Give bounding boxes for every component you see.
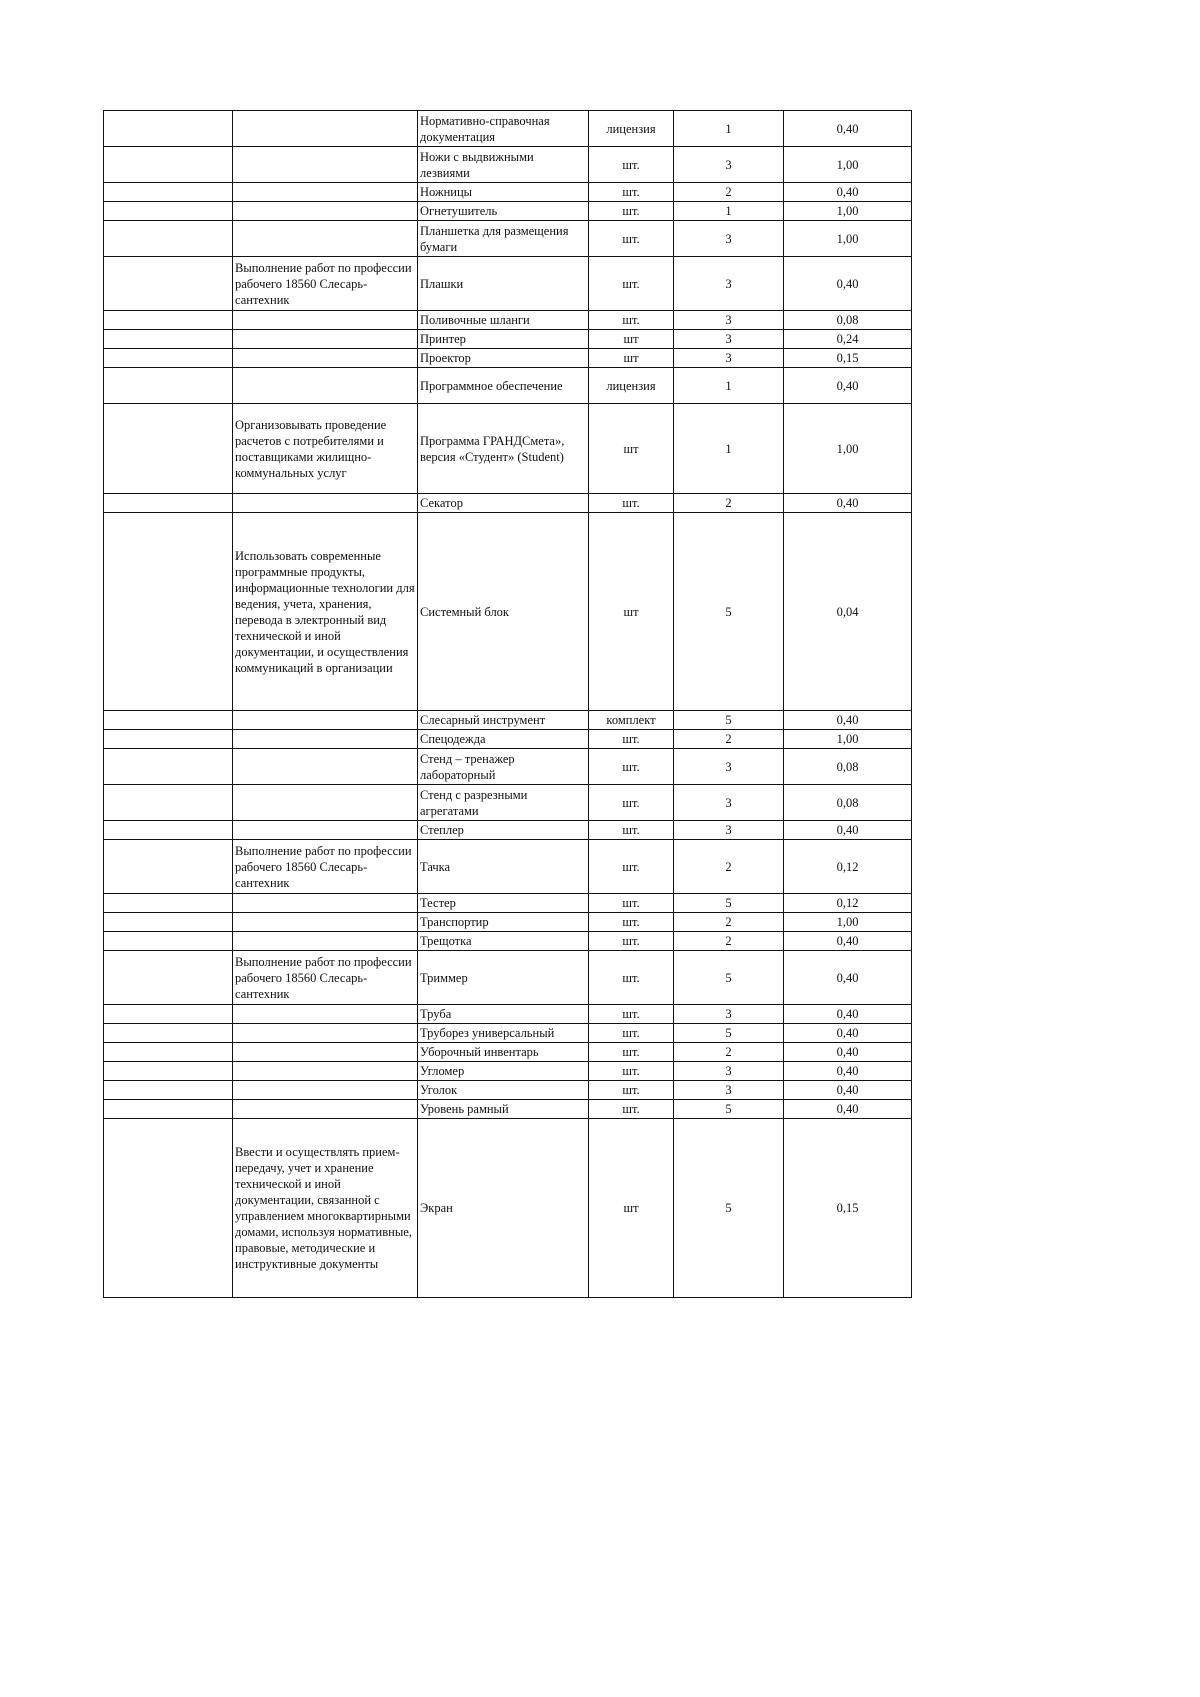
coefficient-cell: 0,24 — [784, 330, 912, 349]
quantity-cell: 5 — [674, 951, 784, 1005]
unit-cell: шт. — [589, 840, 674, 894]
row-number-cell — [104, 711, 233, 730]
row-number-cell — [104, 257, 233, 311]
quantity-cell: 2 — [674, 913, 784, 932]
item-name-cell: Нормативно-справочная документация — [418, 111, 589, 147]
competency-cell: Выполнение работ по профессии рабочего 18560 Слесарь-сантехник — [233, 257, 418, 311]
quantity-cell: 2 — [674, 730, 784, 749]
unit-cell: шт. — [589, 202, 674, 221]
table-row — [104, 894, 912, 913]
competency-cell — [233, 202, 418, 221]
quantity-cell: 5 — [674, 894, 784, 913]
table-row — [104, 330, 912, 349]
competency-cell — [233, 147, 418, 183]
coefficient-cell: 0,40 — [784, 1005, 912, 1024]
competency-cell — [233, 494, 418, 513]
competency-cell — [233, 349, 418, 368]
row-number-cell — [104, 894, 233, 913]
quantity-cell: 5 — [674, 1024, 784, 1043]
row-number-cell — [104, 404, 233, 494]
item-name-cell: Уголок — [418, 1081, 589, 1100]
row-number-cell — [104, 730, 233, 749]
item-name-cell: Программа ГРАНДСмета», версия «Студент» (Student) — [418, 404, 589, 494]
quantity-cell: 3 — [674, 147, 784, 183]
row-number-cell — [104, 202, 233, 221]
row-number-cell — [104, 1043, 233, 1062]
coefficient-cell: 1,00 — [784, 202, 912, 221]
coefficient-cell: 0,40 — [784, 821, 912, 840]
row-number-cell — [104, 821, 233, 840]
item-name-cell: Слесарный инструмент — [418, 711, 589, 730]
item-name-cell: Тачка — [418, 840, 589, 894]
competency-cell — [233, 330, 418, 349]
coefficient-cell: 0,40 — [784, 951, 912, 1005]
coefficient-cell: 0,04 — [784, 513, 912, 711]
row-number-cell — [104, 1119, 233, 1298]
unit-cell: лицензия — [589, 368, 674, 404]
row-number-cell — [104, 111, 233, 147]
quantity-cell: 3 — [674, 1081, 784, 1100]
coefficient-cell: 0,12 — [784, 894, 912, 913]
competency-cell — [233, 368, 418, 404]
coefficient-cell: 0,40 — [784, 257, 912, 311]
coefficient-cell: 0,40 — [784, 183, 912, 202]
item-name-cell: Тестер — [418, 894, 589, 913]
unit-cell: шт. — [589, 311, 674, 330]
coefficient-cell: 0,40 — [784, 111, 912, 147]
table-row — [104, 749, 912, 785]
table-row — [104, 951, 912, 1005]
table-row — [104, 202, 912, 221]
item-name-cell: Проектор — [418, 349, 589, 368]
competency-cell — [233, 311, 418, 330]
item-name-cell: Триммер — [418, 951, 589, 1005]
row-number-cell — [104, 1100, 233, 1119]
unit-cell: шт. — [589, 1100, 674, 1119]
item-name-cell: Уровень рамный — [418, 1100, 589, 1119]
item-name-cell: Поливочные шланги — [418, 311, 589, 330]
table-row — [104, 111, 912, 147]
item-name-cell: Плашки — [418, 257, 589, 311]
competency-cell — [233, 1024, 418, 1043]
row-number-cell — [104, 1024, 233, 1043]
coefficient-cell: 0,15 — [784, 1119, 912, 1298]
table-row — [104, 1081, 912, 1100]
row-number-cell — [104, 183, 233, 202]
row-number-cell — [104, 494, 233, 513]
table-row — [104, 730, 912, 749]
competency-cell — [233, 932, 418, 951]
coefficient-cell: 0,15 — [784, 349, 912, 368]
quantity-cell: 3 — [674, 821, 784, 840]
row-number-cell — [104, 330, 233, 349]
item-name-cell: Секатор — [418, 494, 589, 513]
quantity-cell: 1 — [674, 404, 784, 494]
coefficient-cell: 1,00 — [784, 404, 912, 494]
competency-cell — [233, 1062, 418, 1081]
item-name-cell: Уборочный инвентарь — [418, 1043, 589, 1062]
competency-cell: Выполнение работ по профессии рабочего 18560 Слесарь-сантехник — [233, 840, 418, 894]
unit-cell: шт. — [589, 932, 674, 951]
row-number-cell — [104, 513, 233, 711]
row-number-cell — [104, 785, 233, 821]
unit-cell: шт — [589, 349, 674, 368]
table-row — [104, 221, 912, 257]
item-name-cell: Спецодежда — [418, 730, 589, 749]
row-number-cell — [104, 932, 233, 951]
quantity-cell: 1 — [674, 111, 784, 147]
quantity-cell: 2 — [674, 840, 784, 894]
coefficient-cell: 0,12 — [784, 840, 912, 894]
competency-cell: Ввести и осуществлять прием-передачу, учет и хранение технической и иной документации, связанной с управлением многоквартирными домами, используя нормативные, правовые, методические и инструктивные документы — [233, 1119, 418, 1298]
equipment-table — [103, 110, 912, 1298]
table-row — [104, 404, 912, 494]
unit-cell: шт. — [589, 494, 674, 513]
quantity-cell: 1 — [674, 202, 784, 221]
table-row — [104, 785, 912, 821]
table-row — [104, 513, 912, 711]
unit-cell: шт — [589, 1119, 674, 1298]
unit-cell: шт. — [589, 221, 674, 257]
item-name-cell: Ножницы — [418, 183, 589, 202]
competency-cell — [233, 711, 418, 730]
quantity-cell: 2 — [674, 1043, 784, 1062]
item-name-cell: Стенд – тренажер лабораторный — [418, 749, 589, 785]
unit-cell: шт. — [589, 1081, 674, 1100]
row-number-cell — [104, 221, 233, 257]
coefficient-cell: 0,40 — [784, 1062, 912, 1081]
competency-cell — [233, 894, 418, 913]
competency-cell: Организовывать проведение расчетов с потребителями и поставщиками жилищно-коммунальных услуг — [233, 404, 418, 494]
table-row — [104, 1024, 912, 1043]
unit-cell: шт — [589, 404, 674, 494]
competency-cell — [233, 1081, 418, 1100]
coefficient-cell: 1,00 — [784, 730, 912, 749]
unit-cell: шт. — [589, 749, 674, 785]
item-name-cell: Планшетка для размещения бумаги — [418, 221, 589, 257]
coefficient-cell: 0,40 — [784, 932, 912, 951]
unit-cell: шт — [589, 513, 674, 711]
quantity-cell: 3 — [674, 311, 784, 330]
competency-cell — [233, 785, 418, 821]
row-number-cell — [104, 349, 233, 368]
row-number-cell — [104, 1062, 233, 1081]
quantity-cell: 5 — [674, 1119, 784, 1298]
competency-cell: Использовать современные программные продукты, информационные технологии для ведения, учета, хранения, перевода в электронный вид технической и иной документации, и осуществления коммуникаций в организации — [233, 513, 418, 711]
coefficient-cell: 0,40 — [784, 494, 912, 513]
coefficient-cell: 0,40 — [784, 1024, 912, 1043]
coefficient-cell: 1,00 — [784, 913, 912, 932]
quantity-cell: 2 — [674, 183, 784, 202]
item-name-cell: Экран — [418, 1119, 589, 1298]
unit-cell: шт. — [589, 1062, 674, 1081]
item-name-cell: Труборез универсальный — [418, 1024, 589, 1043]
coefficient-cell: 0,08 — [784, 311, 912, 330]
unit-cell: шт. — [589, 147, 674, 183]
table-row — [104, 913, 912, 932]
unit-cell: шт. — [589, 913, 674, 932]
unit-cell: шт. — [589, 785, 674, 821]
quantity-cell: 3 — [674, 1062, 784, 1081]
coefficient-cell: 0,40 — [784, 1043, 912, 1062]
quantity-cell: 3 — [674, 785, 784, 821]
item-name-cell: Степлер — [418, 821, 589, 840]
competency-cell — [233, 913, 418, 932]
coefficient-cell: 1,00 — [784, 147, 912, 183]
unit-cell: шт. — [589, 951, 674, 1005]
quantity-cell: 3 — [674, 749, 784, 785]
item-name-cell: Огнетушитель — [418, 202, 589, 221]
coefficient-cell: 0,40 — [784, 1100, 912, 1119]
item-name-cell: Принтер — [418, 330, 589, 349]
quantity-cell: 3 — [674, 1005, 784, 1024]
quantity-cell: 1 — [674, 368, 784, 404]
quantity-cell: 2 — [674, 494, 784, 513]
table-row — [104, 1005, 912, 1024]
item-name-cell: Труба — [418, 1005, 589, 1024]
competency-cell — [233, 111, 418, 147]
competency-cell — [233, 1043, 418, 1062]
item-name-cell: Транспортир — [418, 913, 589, 932]
table-row — [104, 821, 912, 840]
unit-cell: шт. — [589, 1005, 674, 1024]
row-number-cell — [104, 147, 233, 183]
row-number-cell — [104, 368, 233, 404]
row-number-cell — [104, 311, 233, 330]
unit-cell: шт. — [589, 183, 674, 202]
unit-cell: шт. — [589, 730, 674, 749]
unit-cell: шт. — [589, 257, 674, 311]
table-row — [104, 1100, 912, 1119]
item-name-cell: Программное обеспечение — [418, 368, 589, 404]
table-row — [104, 368, 912, 404]
coefficient-cell: 0,08 — [784, 749, 912, 785]
quantity-cell: 2 — [674, 932, 784, 951]
table-row — [104, 147, 912, 183]
equipment-table-body — [104, 111, 912, 1298]
row-number-cell — [104, 951, 233, 1005]
table-row — [104, 1119, 912, 1298]
row-number-cell — [104, 749, 233, 785]
table-row — [104, 1062, 912, 1081]
quantity-cell: 5 — [674, 711, 784, 730]
competency-cell — [233, 221, 418, 257]
item-name-cell: Стенд с разрезными агрегатами — [418, 785, 589, 821]
competency-cell — [233, 821, 418, 840]
quantity-cell: 5 — [674, 513, 784, 711]
coefficient-cell: 0,08 — [784, 785, 912, 821]
table-row — [104, 183, 912, 202]
unit-cell: шт. — [589, 1043, 674, 1062]
table-row — [104, 932, 912, 951]
coefficient-cell: 1,00 — [784, 221, 912, 257]
unit-cell: шт. — [589, 894, 674, 913]
unit-cell: лицензия — [589, 111, 674, 147]
quantity-cell: 3 — [674, 221, 784, 257]
quantity-cell: 3 — [674, 349, 784, 368]
table-row — [104, 257, 912, 311]
competency-cell — [233, 183, 418, 202]
table-row — [104, 711, 912, 730]
competency-cell — [233, 1005, 418, 1024]
quantity-cell: 5 — [674, 1100, 784, 1119]
item-name-cell: Угломер — [418, 1062, 589, 1081]
competency-cell — [233, 730, 418, 749]
coefficient-cell: 0,40 — [784, 1081, 912, 1100]
row-number-cell — [104, 913, 233, 932]
item-name-cell: Трещотка — [418, 932, 589, 951]
item-name-cell: Ножи с выдвижными лезвиями — [418, 147, 589, 183]
unit-cell: шт. — [589, 1024, 674, 1043]
item-name-cell: Системный блок — [418, 513, 589, 711]
table-row — [104, 311, 912, 330]
unit-cell: шт. — [589, 821, 674, 840]
quantity-cell: 3 — [674, 330, 784, 349]
table-row — [104, 1043, 912, 1062]
table-row — [104, 349, 912, 368]
quantity-cell: 3 — [674, 257, 784, 311]
coefficient-cell: 0,40 — [784, 711, 912, 730]
table-row — [104, 494, 912, 513]
row-number-cell — [104, 1081, 233, 1100]
unit-cell: комплект — [589, 711, 674, 730]
competency-cell — [233, 749, 418, 785]
row-number-cell — [104, 840, 233, 894]
row-number-cell — [104, 1005, 233, 1024]
competency-cell: Выполнение работ по профессии рабочего 18560 Слесарь-сантехник — [233, 951, 418, 1005]
coefficient-cell: 0,40 — [784, 368, 912, 404]
table-row — [104, 840, 912, 894]
unit-cell: шт — [589, 330, 674, 349]
competency-cell — [233, 1100, 418, 1119]
